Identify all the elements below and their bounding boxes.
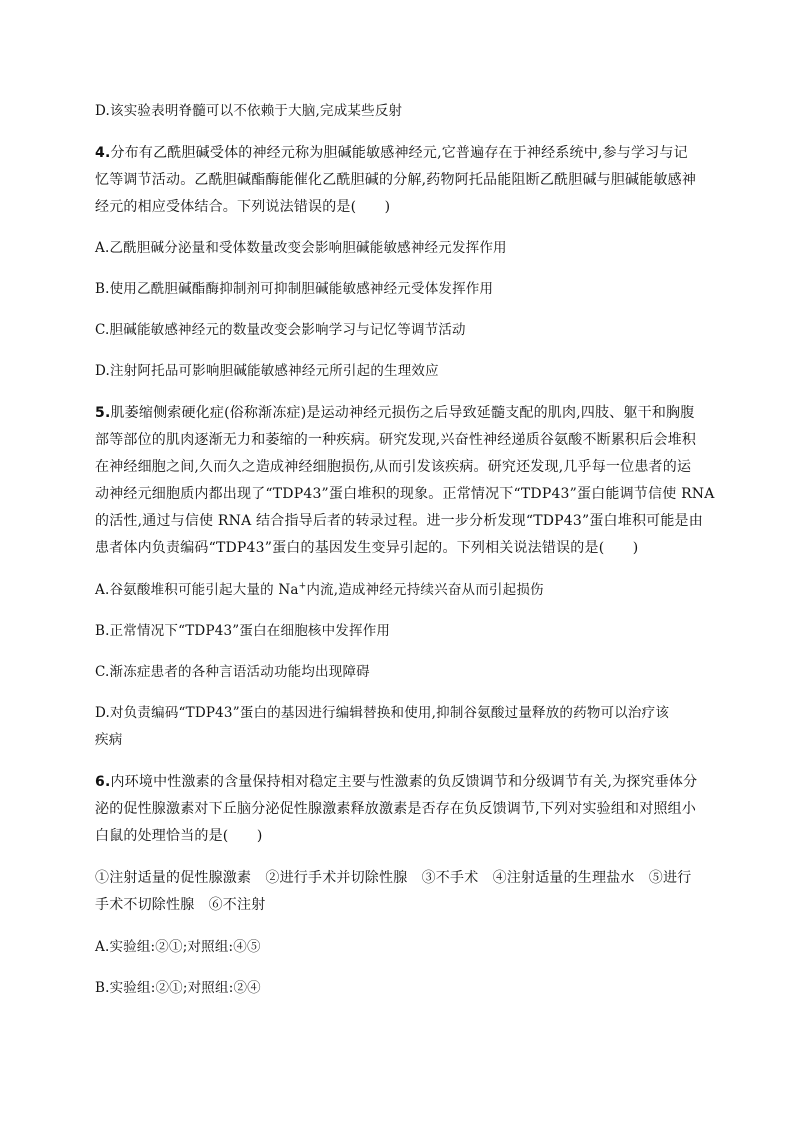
q6-stem-line-3: 白鼠的处理恰当的是( ) <box>95 828 263 844</box>
q4-number: 4. <box>95 145 111 161</box>
q5-stem-line-5: 的活性,通过与信使 RNA 结合指导后者的转录过程。进一步分析发现“TDP43”蛋白堆积可能是由 <box>95 513 703 529</box>
q5-option-a-text-pre: A.谷氨酸堆积可能引起大量的 Na <box>95 582 299 598</box>
q5-number: 5. <box>95 405 111 421</box>
q5-stem-line-4: 动神经元细胞质内都出现了“TDP43”蛋白堆积的现象。正常情况下“TDP43”蛋白能调节信使 RNA <box>95 486 715 502</box>
q4-stem-text-1: 分布有乙酰胆碱受体的神经元称为胆碱能敏感神经元,它普遍存在于神经系统中,参与学习与记 <box>110 145 688 161</box>
q4-option-b: B.使用乙酰胆碱酯酶抑制剂可抑制胆碱能敏感神经元受体发挥作用 <box>95 281 494 297</box>
q5-option-a-text-post: 内流,造成神经元持续兴奋从而引起损伤 <box>306 582 544 598</box>
q6-stem-line-1 <box>95 772 697 792</box>
q6-choices-line-1: ①注射适量的促性腺激素 ②进行手术并切除性腺 ③不手术 ④注射适量的生理盐水 ⑤进行 <box>95 870 692 886</box>
q6-number: 6. <box>95 774 111 790</box>
q5-option-a-superscript: + <box>298 581 307 592</box>
q4-option-c: C.胆碱能敏感神经元的数量改变会影响学习与记忆等调节活动 <box>95 322 466 338</box>
q6-stem-line-2: 泌的促性腺激素对下丘脑分泌促性腺激素释放激素是否存在负反馈调节,下列对实验组和对照组小 <box>95 801 697 817</box>
q6-option-b: B.实验组:②①;对照组:②④ <box>95 980 261 996</box>
q5-option-d: D.对负责编码“TDP43”蛋白的基因进行编辑替换和使用,抑制谷氨酸过量释放的药物可以治疗该 <box>95 705 670 721</box>
q4-option-a: A.乙酰胆碱分泌量和受体数量改变会影响胆碱能敏感神经元发挥作用 <box>95 240 507 256</box>
q5-option-c: C.渐冻症患者的各种言语活动功能均出现障碍 <box>95 664 370 680</box>
q6-stem-text-1: 内环境中性激素的含量保持相对稳定主要与性激素的负反馈调节和分级调节有关,为探究垂体分 <box>110 774 698 790</box>
q3-option-d: D.该实验表明脊髓可以不依赖于大脑,完成某些反射 <box>95 103 403 119</box>
q4-option-d: D.注射阿托品可影响胆碱能敏感神经元所引起的生理效应 <box>95 363 439 379</box>
q5-stem-text-1: 肌萎缩侧索硬化症(俗称渐冻症)是运动神经元损伤之后导致延髓支配的肌肉,四肢、躯干和胸腹 <box>110 405 695 421</box>
q4-stem-line-3: 经元的相应受体结合。下列说法错误的是( ) <box>95 199 391 215</box>
q6-option-a: A.实验组:②①;对照组:④⑤ <box>95 939 261 955</box>
q4-stem-line-2: 忆等调节活动。乙酰胆碱酯酶能催化乙酰胆碱的分解,药物阿托品能阻断乙酰胆碱与胆碱能敏感神 <box>95 172 697 188</box>
q5-stem-line-2: 部等部位的肌肉逐渐无力和萎缩的一种疾病。研究发现,兴奋性神经递质谷氨酸不断累积后会堆积 <box>95 432 697 448</box>
q5-option-a <box>95 580 544 600</box>
q5-option-d-cont: 疾病 <box>95 732 123 748</box>
q5-stem-line-3: 在神经细胞之间,久而久之造成神经细胞损伤,从而引发该疾病。研究还发现,几乎每一位患者的运 <box>95 459 692 475</box>
q5-stem-line-6: 患者体内负责编码“TDP43”蛋白的基因发生变异引起的。下列相关说法错误的是( ) <box>95 540 639 556</box>
q4-stem-line-1 <box>95 143 688 163</box>
q6-choices-line-2: 手术不切除性腺 ⑥不注射 <box>95 897 266 913</box>
q5-stem-line-1 <box>95 403 694 423</box>
q5-option-b: B.正常情况下“TDP43”蛋白在细胞核中发挥作用 <box>95 623 391 639</box>
